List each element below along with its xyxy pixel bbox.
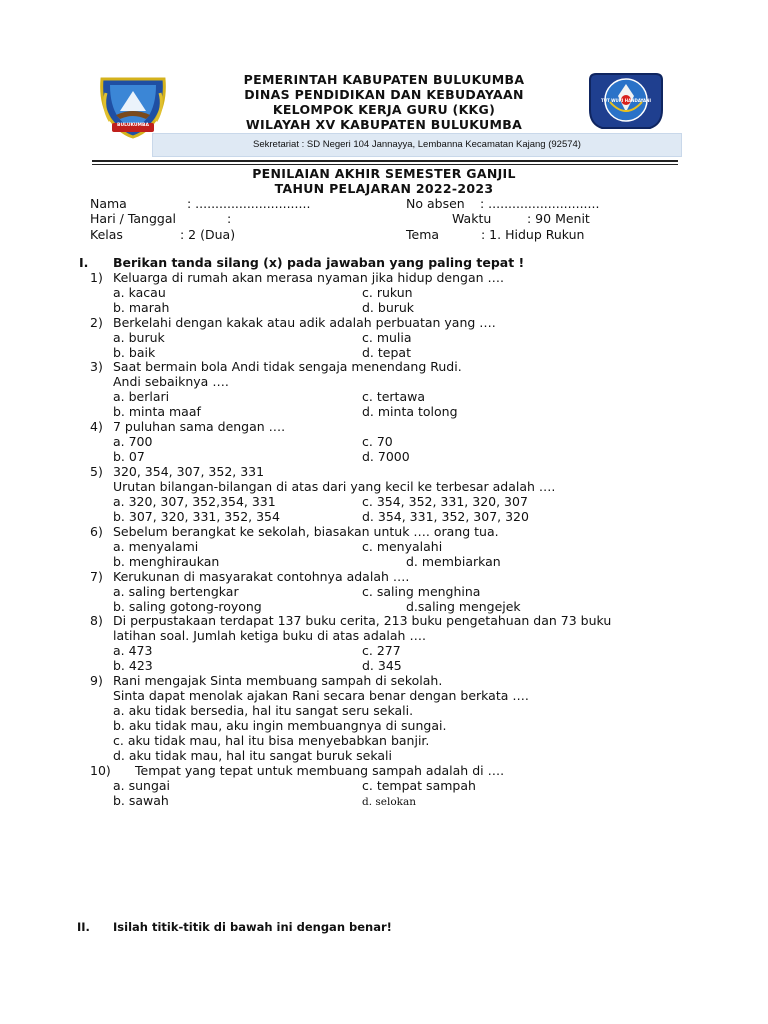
option-a: a. 320, 307, 352,354, 331 [113,494,276,509]
exam-title: PENILAIAN AKHIR SEMESTER GANJIL [252,166,516,181]
secretariat-banner: Sekretariat : SD Negeri 104 Jannayya, Lembanna Kecamatan Kajang (92574) [152,133,682,157]
option-a: a. menyalami [113,539,199,554]
option-c: c. 277 [362,643,401,658]
option-d: d.saling mengejek [406,599,521,614]
question-number: 8) [90,613,103,628]
option-b: b. sawah [113,793,169,808]
option-a: a. aku tidak bersedia, hal itu sangat seru sekali. [113,703,414,718]
option-c: c. saling menghina [362,584,481,599]
question-text: Berkelahi dengan kakak atau adik adalah perbuatan yang …. [113,315,496,330]
option-b: b. 423 [113,658,153,673]
question-number: 1) [90,270,103,285]
question-text: 320, 354, 307, 352, 331 [113,464,265,479]
kelas-label: Kelas [90,227,123,242]
section-1-number: I. [79,255,89,270]
option-d: d. membiarkan [406,554,501,569]
header-line-1: PEMERINTAH KABUPATEN BULUKUMBA [243,72,525,87]
option-d: d. minta tolong [362,404,458,419]
hari-label: Hari / Tanggal [90,211,176,226]
option-b: b. saling gotong-royong [113,599,262,614]
header-line-2: DINAS PENDIDIKAN DAN KEBUDAYAAN [244,87,524,102]
question-number: 10) [90,763,111,778]
option-c: c. 354, 352, 331, 320, 307 [362,494,528,509]
option-b: b. 07 [113,449,145,464]
right-logo-text: TUT WURI HANDAYANI [601,98,651,103]
option-d: d. 345 [362,658,402,673]
absen-field: : ............................ [480,196,600,211]
question-text: Urutan bilangan-bilangan di atas dari yang kecil ke terbesar adalah …. [113,479,556,494]
tema-field: : 1. Hidup Rukun [481,227,585,242]
question-text: Tempat yang tepat untuk membuang sampah adalah di …. [135,763,505,778]
nama-field: : ............................. [187,196,311,211]
section-2-title: Isilah titik-titik di bawah ini dengan benar! [113,920,392,934]
left-logo-text: BULUKUMBA [117,123,149,128]
nama-label: Nama [90,196,127,211]
question-text: Saat bermain bola Andi tidak sengaja menendang Rudi. [113,359,462,374]
section-2-number: II. [77,920,90,934]
option-b: b. aku tidak mau, aku ingin membuangnya di sungai. [113,718,447,733]
question-text: latihan soal. Jumlah ketiga buku di atas adalah …. [113,628,426,643]
question-text: 7 puluhan sama dengan …. [113,419,286,434]
option-c: c. aku tidak mau, hal itu bisa menyebabkan banjir. [113,733,430,748]
exam-year: TAHUN PELAJARAN 2022-2023 [274,181,494,196]
question-number: 7) [90,569,103,584]
option-c: c. 70 [362,434,393,449]
option-c: c. tempat sampah [362,778,476,793]
question-text: Di perpustakaan terdapat 137 buku cerita, 213 buku pengetahuan dan 73 buku [113,613,612,628]
option-c: c. mulia [362,330,412,345]
question-number: 5) [90,464,103,479]
question-text: Kerukunan di masyarakat contohnya adalah …. [113,569,410,584]
header-line-3: KELOMPOK KERJA GURU (KKG) [272,102,496,117]
question-text: Andi sebaiknya …. [113,374,229,389]
option-a: a. berlari [113,389,170,404]
option-c: c. tertawa [362,389,425,404]
option-b: b. 307, 320, 331, 352, 354 [113,509,280,524]
kelas-field: : 2 (Dua) [180,227,236,242]
section-1-title: Berikan tanda silang (x) pada jawaban yang paling tepat ! [113,255,525,270]
option-d: d. buruk [362,300,415,315]
header-divider [92,160,678,162]
option-d: d. 354, 331, 352, 307, 320 [362,509,529,524]
option-a: a. 700 [113,434,153,449]
option-a: a. buruk [113,330,165,345]
option-b: b. minta maaf [113,404,201,419]
option-d: d. aku tidak mau, hal itu sangat buruk sekali [113,748,392,763]
option-b: b. baik [113,345,156,360]
question-text: Keluarga di rumah akan merasa nyaman jika hidup dengan …. [113,270,505,285]
absen-label: No absen [406,196,465,211]
question-text: Rani mengajak Sinta membuang sampah di sekolah. [113,673,443,688]
waktu-label: Waktu [452,211,492,226]
option-a: a. 473 [113,643,153,658]
question-number: 4) [90,419,103,434]
option-d: d. 7000 [362,449,410,464]
question-number: 9) [90,673,103,688]
tema-label: Tema [406,227,440,242]
option-a: a. kacau [113,285,166,300]
option-d: d. tepat [362,345,411,360]
option-b: b. menghiraukan [113,554,220,569]
option-a: a. sungai [113,778,171,793]
hari-field: : [227,211,232,226]
question-number: 3) [90,359,103,374]
question-number: 2) [90,315,103,330]
option-b: b. marah [113,300,170,315]
header-line-4: WILAYAH XV KABUPATEN BULUKUMBA [245,117,523,132]
option-a: a. saling bertengkar [113,584,239,599]
question-text: Sebelum berangkat ke sekolah, biasakan untuk …. orang tua. [113,524,499,539]
option-d: d. selokan [362,796,417,808]
question-text: Sinta dapat menolak ajakan Rani secara benar dengan berkata …. [113,688,529,703]
option-c: c. menyalahi [362,539,443,554]
header-divider-thin [92,164,678,165]
option-c: c. rukun [362,285,413,300]
waktu-field: : 90 Menit [527,211,590,226]
question-number: 6) [90,524,103,539]
